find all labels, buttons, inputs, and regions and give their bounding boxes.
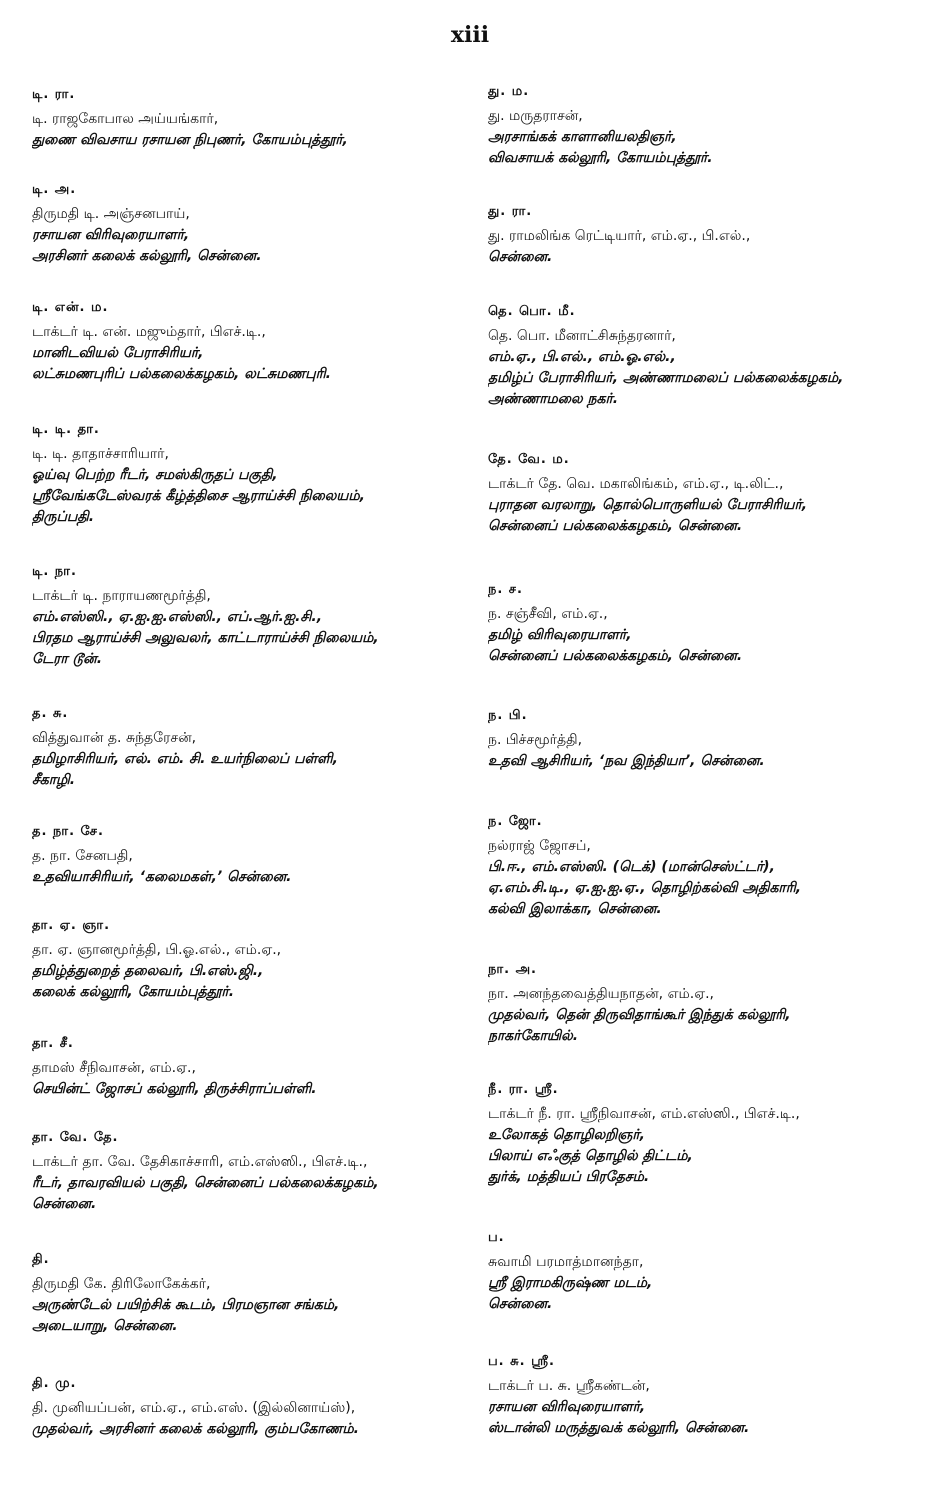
contributor-detail: ரீடர், தாவரவியல் பகுதி, சென்னைப் பல்கலைக்கழகம், <box>32 1175 379 1191</box>
contributor-abbreviation: தே. வே. ம. <box>488 452 570 467</box>
contributor-detail: அண்ணாமலை நகர். <box>488 391 619 407</box>
contributor-entry <box>32 1128 472 1215</box>
contributor-abbreviation: தி. மு. <box>32 1376 77 1391</box>
contributor-name: தி. முனியப்பன், எம்.ஏ., எம்.எஸ். (இல்லினாய்ஸ்), <box>32 1400 356 1416</box>
contributor-name: ந. சஞ்சீவி, எம்.ஏ., <box>488 606 608 622</box>
contributor-abbreviation: தா. வே. தே. <box>32 1130 119 1145</box>
contributor-abbreviation: தா. ஏ. ஞா. <box>32 918 111 933</box>
contributor-detail: துர்க், மத்தியப் பிரதேசம். <box>488 1169 650 1185</box>
contributor-detail: முதல்வர், தென் திருவிதாங்கூர் இந்துக் கல்லூரி, <box>488 1007 791 1023</box>
page-number: xiii <box>450 22 490 48</box>
contributor-name: டாக்டர் ப. சு. ஸ்ரீகண்டன், <box>488 1378 650 1394</box>
contributor-detail: மானிடவியல் பேராசிரியர், <box>32 345 204 361</box>
contributor-entry <box>32 1374 472 1440</box>
contributor-abbreviation: த. சு. <box>32 706 69 721</box>
contributor-name: சுவாமி பரமாத்மானந்தா, <box>488 1254 644 1270</box>
contributor-name: து. மருதராசன், <box>488 108 583 124</box>
contributor-entry <box>32 822 472 888</box>
contributor-name: ந. பிச்சமூர்த்தி, <box>488 732 583 748</box>
contributor-abbreviation: நா. அ. <box>488 962 537 977</box>
contributor-name: தாமஸ் சீநிவாசன், எம்.ஏ., <box>32 1060 196 1076</box>
contributor-detail: பிரதம ஆராய்ச்சி அலுவலர், காட்டாராய்ச்சி நிலையம், <box>32 630 379 646</box>
contributor-name: திருமதி கே. திரிலோகேக்கர், <box>32 1276 211 1292</box>
contributor-detail: அடையாறு, சென்னை. <box>32 1318 178 1334</box>
contributor-abbreviation: டி. நா. <box>32 564 77 579</box>
contributor-detail: முதல்வர், அரசினர் கலைக் கல்லூரி, கும்பகோணம். <box>32 1421 359 1437</box>
contributor-entry <box>488 82 928 169</box>
contributor-detail: தமிழ்த்துறைத் தலைவர், பி.எஸ்.ஜி., <box>32 963 264 979</box>
contributor-detail: அருண்டேல் பயிற்சிக் கூடம், பிரமஞான சங்கம், <box>32 1297 340 1313</box>
contributor-detail: ஏ.எம்.சி.டி., ஏ.ஐ.ஐ.ஏ., தொழிற்கல்வி அதிகாரி, <box>488 880 802 896</box>
contributor-entry <box>32 298 472 385</box>
contributor-name: து. ராமலிங்க ரெட்டியார், எம்.ஏ., பி.எல்., <box>488 228 751 244</box>
contributor-entry <box>488 1352 928 1439</box>
contributor-entry <box>488 1228 928 1315</box>
contributor-detail: துணை விவசாய ரசாயன நிபுணர், கோயம்புத்தூர், <box>32 132 348 148</box>
contributor-detail: திருப்பதி. <box>32 509 95 525</box>
contributor-name: டாக்டர் டி. நாராயணமூர்த்தி, <box>32 588 211 604</box>
contributor-name: தெ. பொ. மீனாட்சிசுந்தரனார், <box>488 328 676 344</box>
contributor-abbreviation: டி. அ. <box>32 182 77 197</box>
contributor-name: டி. டி. தாதாச்சாரியார், <box>32 446 169 462</box>
contributor-detail: நாகர்கோயில். <box>488 1028 579 1044</box>
contributor-name: டாக்டர் நீ. ரா. ஸ்ரீநிவாசன், எம்.எஸ்ஸி., பிஎச்.டி., <box>488 1106 800 1122</box>
contributor-detail: ரசாயன விரிவுரையாளர், <box>488 1399 646 1415</box>
contributor-entry <box>488 706 928 772</box>
contributor-abbreviation: ந. ச. <box>488 582 523 597</box>
contributor-name: டி. ராஜகோபால அய்யங்கார், <box>32 111 219 127</box>
contributor-entry <box>32 1034 472 1100</box>
contributor-detail: தமிழாசிரியர், எல். எம். சி. உயர்நிலைப் பள்ளி, <box>32 751 338 767</box>
contributor-entry <box>488 960 928 1047</box>
contributor-detail: பிலாய் எஃகுத் தொழில் திட்டம், <box>488 1148 693 1164</box>
contributor-detail: சென்னை. <box>488 249 553 265</box>
contributor-detail: அரசாங்கக் காளானியலதிஞர், <box>488 129 677 145</box>
contributor-entry <box>32 420 472 528</box>
contributor-detail: உதவி ஆசிரியர், ‘நவ இந்தியா’, சென்னை. <box>488 753 765 769</box>
contributor-entry <box>32 1250 472 1337</box>
contributor-name: டாக்டர் தே. வெ. மகாலிங்கம், எம்.ஏ., டி.லிட்., <box>488 476 784 492</box>
contributor-detail: புராதன வரலாறு, தொல்பொருளியல் பேராசிரியர், <box>488 497 808 513</box>
contributor-detail: சென்னை. <box>32 1196 97 1212</box>
contributor-detail: உலோகத் தொழிலறிஞர், <box>488 1127 645 1143</box>
contributor-abbreviation: டி. ரா. <box>32 87 76 102</box>
contributor-detail: டேரா டூன். <box>32 651 103 667</box>
contributor-abbreviation: து. ம. <box>488 84 530 99</box>
contributor-abbreviation: தெ. பொ. மீ. <box>488 304 576 319</box>
contributor-detail: அரசினர் கலைக் கல்லூரி, சென்னை. <box>32 248 262 264</box>
contributor-detail: சென்னைப் பல்கலைக்கழகம், சென்னை. <box>488 518 743 534</box>
contributor-abbreviation: ந. பி. <box>488 708 528 723</box>
contributor-detail: எம்.எஸ்ஸி., ஏ.ஐ.ஐ.எஸ்ஸி., எப்.ஆர்.ஐ.சி., <box>32 609 323 625</box>
contributor-name: டாக்டர் டி. என். மஜும்தார், பிஎச்.டி., <box>32 324 266 340</box>
contributor-detail: தமிழ்ப் பேராசிரியர், அண்ணாமலைப் பல்கலைக்கழகம், <box>488 370 844 386</box>
contributor-entry <box>488 450 928 537</box>
contributor-abbreviation: தா. சீ. <box>32 1036 74 1051</box>
contributor-abbreviation: த. நா. சே. <box>32 824 104 839</box>
contributor-detail: சென்னைப் பல்கலைக்கழகம், சென்னை. <box>488 648 743 664</box>
contributor-entry <box>32 916 472 1003</box>
contributor-detail: உதவியாசிரியர், ‘கலைமகள்,’ சென்னை. <box>32 869 292 885</box>
contributor-abbreviation: து. ரா. <box>488 204 533 219</box>
contributor-abbreviation: டி. என். ம. <box>32 300 109 315</box>
contributor-detail: விவசாயக் கல்லூரி, கோயம்புத்தூர். <box>488 150 713 166</box>
contributor-entry <box>488 812 928 920</box>
contributor-detail: செயின்ட் ஜோசப் கல்லூரி, திருச்சிராப்பள்ளி. <box>32 1081 317 1097</box>
contributor-entry <box>32 85 472 151</box>
contributor-entry <box>488 1080 928 1188</box>
contributor-entry <box>32 562 472 670</box>
contributor-detail: லட்சுமணபுரிப் பல்கலைக்கழகம், லட்சுமணபுரி. <box>32 366 332 382</box>
contributor-detail: ஸ்ரீ இராமகிருஷ்ண மடம், <box>488 1275 653 1291</box>
contributor-detail: ரசாயன விரிவுரையாளர், <box>32 227 190 243</box>
contributor-detail: ஸ்ரீவேங்கடேஸ்வரக் கீழ்த்திசை ஆராய்ச்சி நிலையம், <box>32 488 365 504</box>
contributor-abbreviation: ப. சு. ஸ்ரீ. <box>488 1354 555 1369</box>
contributor-detail: பி.ஈ., எம்.எஸ்ஸி. (டெக்) (மான்செஸ்ட்டர்), <box>488 859 775 875</box>
contributor-abbreviation: நீ. ரா. ஸ்ரீ. <box>488 1082 559 1097</box>
contributor-entry <box>488 302 928 410</box>
contributor-name: திருமதி டி. அஞ்சனபாய், <box>32 206 190 222</box>
contributor-abbreviation: தி. <box>32 1252 50 1267</box>
contributor-detail: கல்வி இலாக்கா, சென்னை. <box>488 901 662 917</box>
contributor-name: த. நா. சேனபதி, <box>32 848 133 864</box>
contributor-name: வித்துவான் த. சுந்தரேசன், <box>32 730 197 746</box>
contributor-name: டாக்டர் தா. வே. தேசிகாச்சாரி, எம்.எஸ்ஸி., பிஎச்.டி., <box>32 1154 368 1170</box>
contributor-abbreviation: டி. டி. தா. <box>32 422 100 437</box>
contributor-abbreviation: ப. <box>488 1230 505 1245</box>
contributor-detail: ஸ்டான்லி மருத்துவக் கல்லூரி, சென்னை. <box>488 1420 750 1436</box>
contributor-detail: சென்னை. <box>488 1296 553 1312</box>
contributor-entry <box>32 704 472 791</box>
contributor-entry <box>488 202 928 268</box>
contributor-detail: ஓய்வு பெற்ற ரீடர், சமஸ்கிருதப் பகுதி, <box>32 467 278 483</box>
contributor-detail: தமிழ் விரிவுரையாளர், <box>488 627 632 643</box>
contributor-name: தா. ஏ. ஞானமூர்த்தி, பி.ஓ.எல்., எம்.ஏ., <box>32 942 282 958</box>
contributor-detail: சீகாழி. <box>32 772 76 788</box>
contributor-entry <box>488 580 928 667</box>
contributor-abbreviation: ந. ஜோ. <box>488 814 543 829</box>
contributor-entry <box>32 180 472 267</box>
contributor-name: நா. அனந்தவைத்தியநாதன், எம்.ஏ., <box>488 986 715 1002</box>
contributor-detail: கலைக் கல்லூரி, கோயம்புத்தூர். <box>32 984 235 1000</box>
contributor-name: நல்ராஜ் ஜோசப், <box>488 838 591 854</box>
contributor-detail: எம்.ஏ., பி.எல்., எம்.ஓ.எல்., <box>488 349 676 365</box>
